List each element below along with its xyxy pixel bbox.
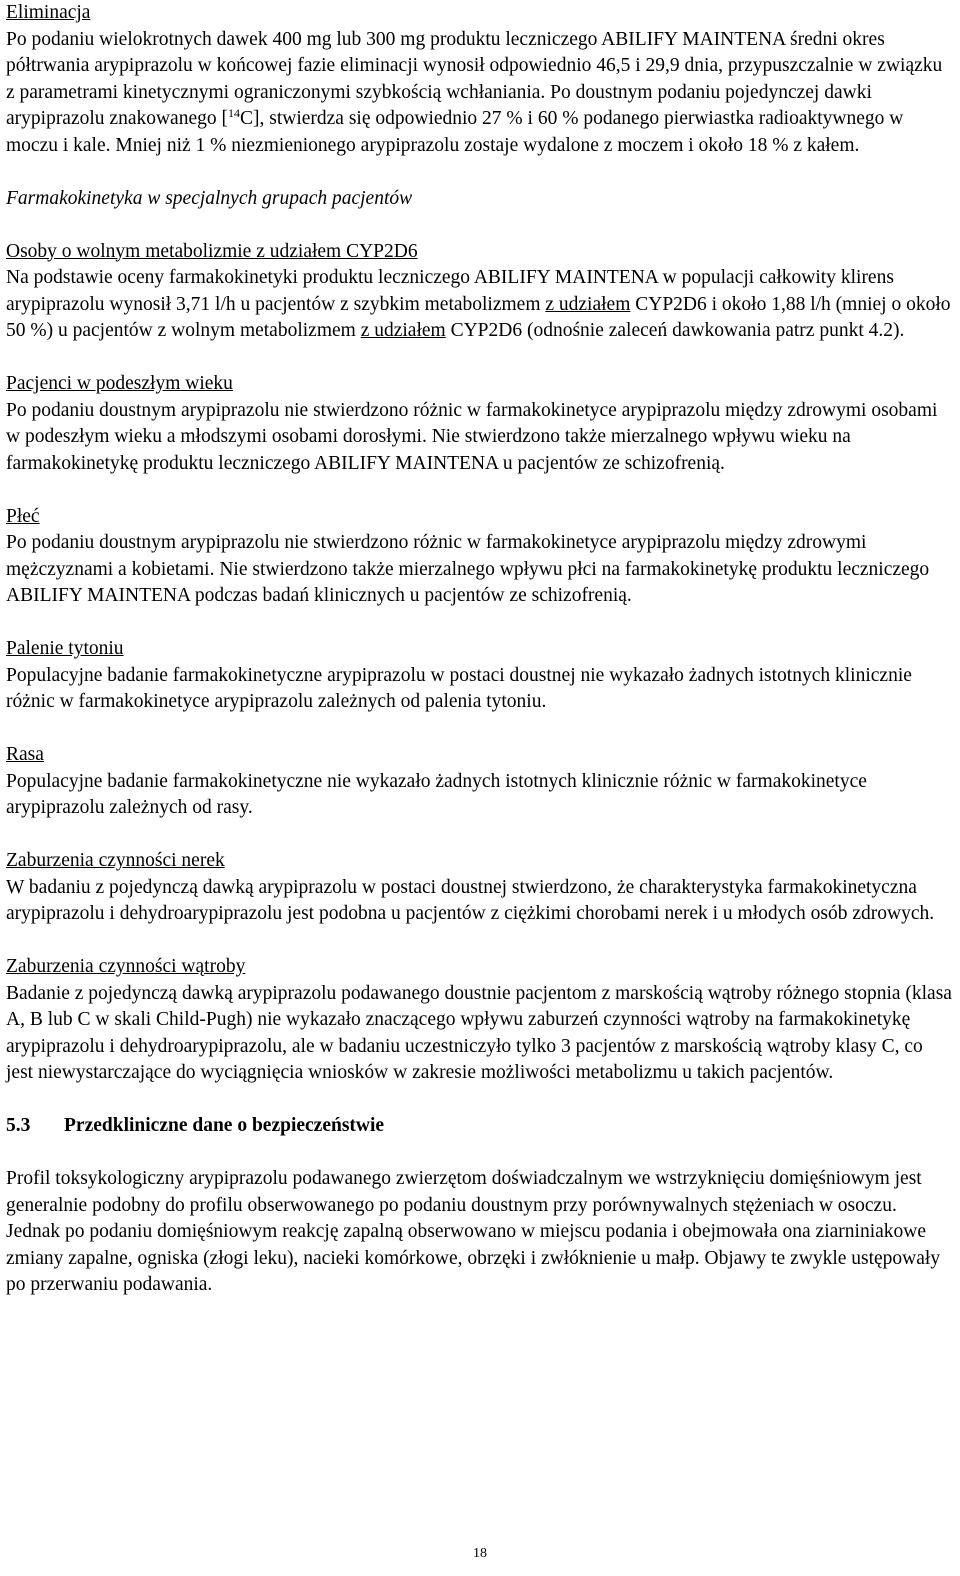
elderly-paragraph: Po podaniu doustnym arypiprazolu nie stwierdzono różnic w farmakokinetyce arypiprazolu między zdrowymi osobami w podeszłym wieku a młodszymi osobami dorosłymi. Nie stwierdzono także mierzalnego wpływu wieku na farmakokinetykę produktu leczniczego ABILIFY MAINTENA u pacjentów ze schizofrenią. — [6, 399, 938, 474]
preclinical-paragraph: Profil toksykologiczny arypiprazolu podawanego zwierzętom doświadczalnym we wstrzyknięciu domięśniowym jest generalnie podobny do profilu obserwowanego po podaniu doustnym przy porównywalnych stężeniach w osoczu. Jednak po podaniu domięśniowym reakcję zapalną obserwowano w miejscu podania i obejmowała ona ziarniniakowe zmiany zapalne, ogniska (złogi leku), nacieki komórkowe, obrzęki i zwłóknienie u małp. Objawy te zwykle ustępowały po przerwaniu podawania. — [6, 1168, 941, 1295]
cyp2d6-heading: Osoby o wolnym metabolizmie z udziałem CYP2D6 — [6, 240, 418, 262]
document-page — [6, 0, 954, 1299]
cyp2d6-text-3: CYP2D6 (odnośnie zaleceń dawkowania patrz punkt 4.2). — [445, 320, 905, 341]
elimination-heading: Eliminacja — [6, 2, 91, 23]
elimination-text-1: Po podaniu wielokrotnych dawek 400 mg lub 300 mg produktu leczniczego ABILIFY MAINTENA średni okres półtrwania arypiprazolu w końcowej fazie eliminacji wynosił odpowiednio 46,5 i 29,9 dnia, przypuszczalnie w związku z parametrami kinetycznymi ograniczonymi szybkością wchłaniania. Po doustnym podaniu pojedynczej dawki arypiprazolu znakowanego [ — [6, 28, 943, 129]
smoking-heading: Palenie tytoniu — [6, 638, 124, 659]
elimination-text-2: C], stwierdza się odpowiednio 27 % i 60 % podanego pierwiastka radioaktywnego w moczu i kale. Mniej niż 1 % niezmienionego arypiprazolu zostaje wydalone z moczem i około 18 % z kałem. — [6, 108, 904, 156]
gender-paragraph: Po podaniu doustnym arypiprazolu nie stwierdzono różnic w farmakokinetyce arypiprazolu między zdrowymi mężczyznami a kobietami. Nie stwierdzono także mierzalnego wpływu płci na farmakokinetykę produktu leczniczego ABILIFY MAINTENA podczas badań klinicznych u pacjentów ze schizofrenią. — [6, 532, 930, 606]
cyp2d6-underlined-1: z udziałem — [545, 293, 631, 315]
special-groups-heading: Farmakokinetyka w specjalnych grupach pacjentów — [6, 187, 413, 209]
smoking-paragraph: Populacyjne badanie farmakokinetyczne arypiprazolu w postaci doustnej nie wykazało żadnych istotnych klinicznie różnic w farmakokinetyce arypiprazolu zależnych od palenia tytoniu. — [6, 664, 912, 712]
hepatic-heading: Zaburzenia czynności wątroby — [6, 956, 246, 977]
renal-paragraph: W badaniu z pojedynczą dawką arypiprazolu w postaci doustnej stwierdzono, że charakterystyka farmakokinetyczna arypiprazolu i dehydroarypiprazolu jest podobna u pacjentów z ciężkimi chorobami nerek i u młodych osób zdrowych. — [6, 876, 935, 924]
hepatic-paragraph: Badanie z pojedynczą dawką arypiprazolu podawanego doustnie pacjentom z marskością wątroby różnego stopnia (klasa A, B lub C w skali Child-Pugh) nie wykazało znaczącego wpływu zaburzeń czynności wątroby na farmakokinetykę arypiprazolu i dehydroarypiprazolu, ale w badaniu uczestniczyło tylko 3 pacjentów z marskością wątroby klasy C, co jest niewystarczające do wyciągnięcia wniosków w zakresie możliwości metabolizmu u takich pacjentów. — [6, 982, 952, 1083]
section-5-3-heading — [6, 1113, 954, 1140]
cyp2d6-underlined-2: z udziałem — [360, 320, 446, 341]
cyp2d6-text-1: Na podstawie oceny farmakokinetyki produktu leczniczego ABILIFY MAINTENA w populacji całkowity klirens arypiprazolu wynosił 3,71 l/h u pacjentów z szybkim metabolizmem — [6, 267, 894, 315]
cyp2d6-paragraph — [6, 265, 954, 345]
gender-heading: Płeć — [6, 505, 40, 527]
elderly-heading: Pacjenci w podeszłym wieku — [6, 373, 233, 394]
race-heading: Rasa — [6, 744, 44, 765]
cyp2d6-text-2: CYP2D6 i około 1,88 l/h (mniej o około 50 %) u pacjentów z wolnym metabolizmem — [6, 293, 951, 341]
elimination-paragraph — [6, 27, 954, 160]
race-paragraph: Populacyjne badanie farmakokinetyczne nie wykazało żadnych istotnych klinicznie różnic w farmakokinetyce arypiprazolu zależnych od rasy. — [6, 770, 867, 818]
section-title: Przedkliniczne dane o bezpieczeństwie — [64, 1115, 385, 1136]
renal-heading: Zaburzenia czynności nerek — [6, 850, 225, 871]
isotope-superscript: 14 — [227, 106, 240, 120]
section-number: 5.3 — [6, 1115, 31, 1136]
page-number: 18 — [473, 1546, 487, 1561]
